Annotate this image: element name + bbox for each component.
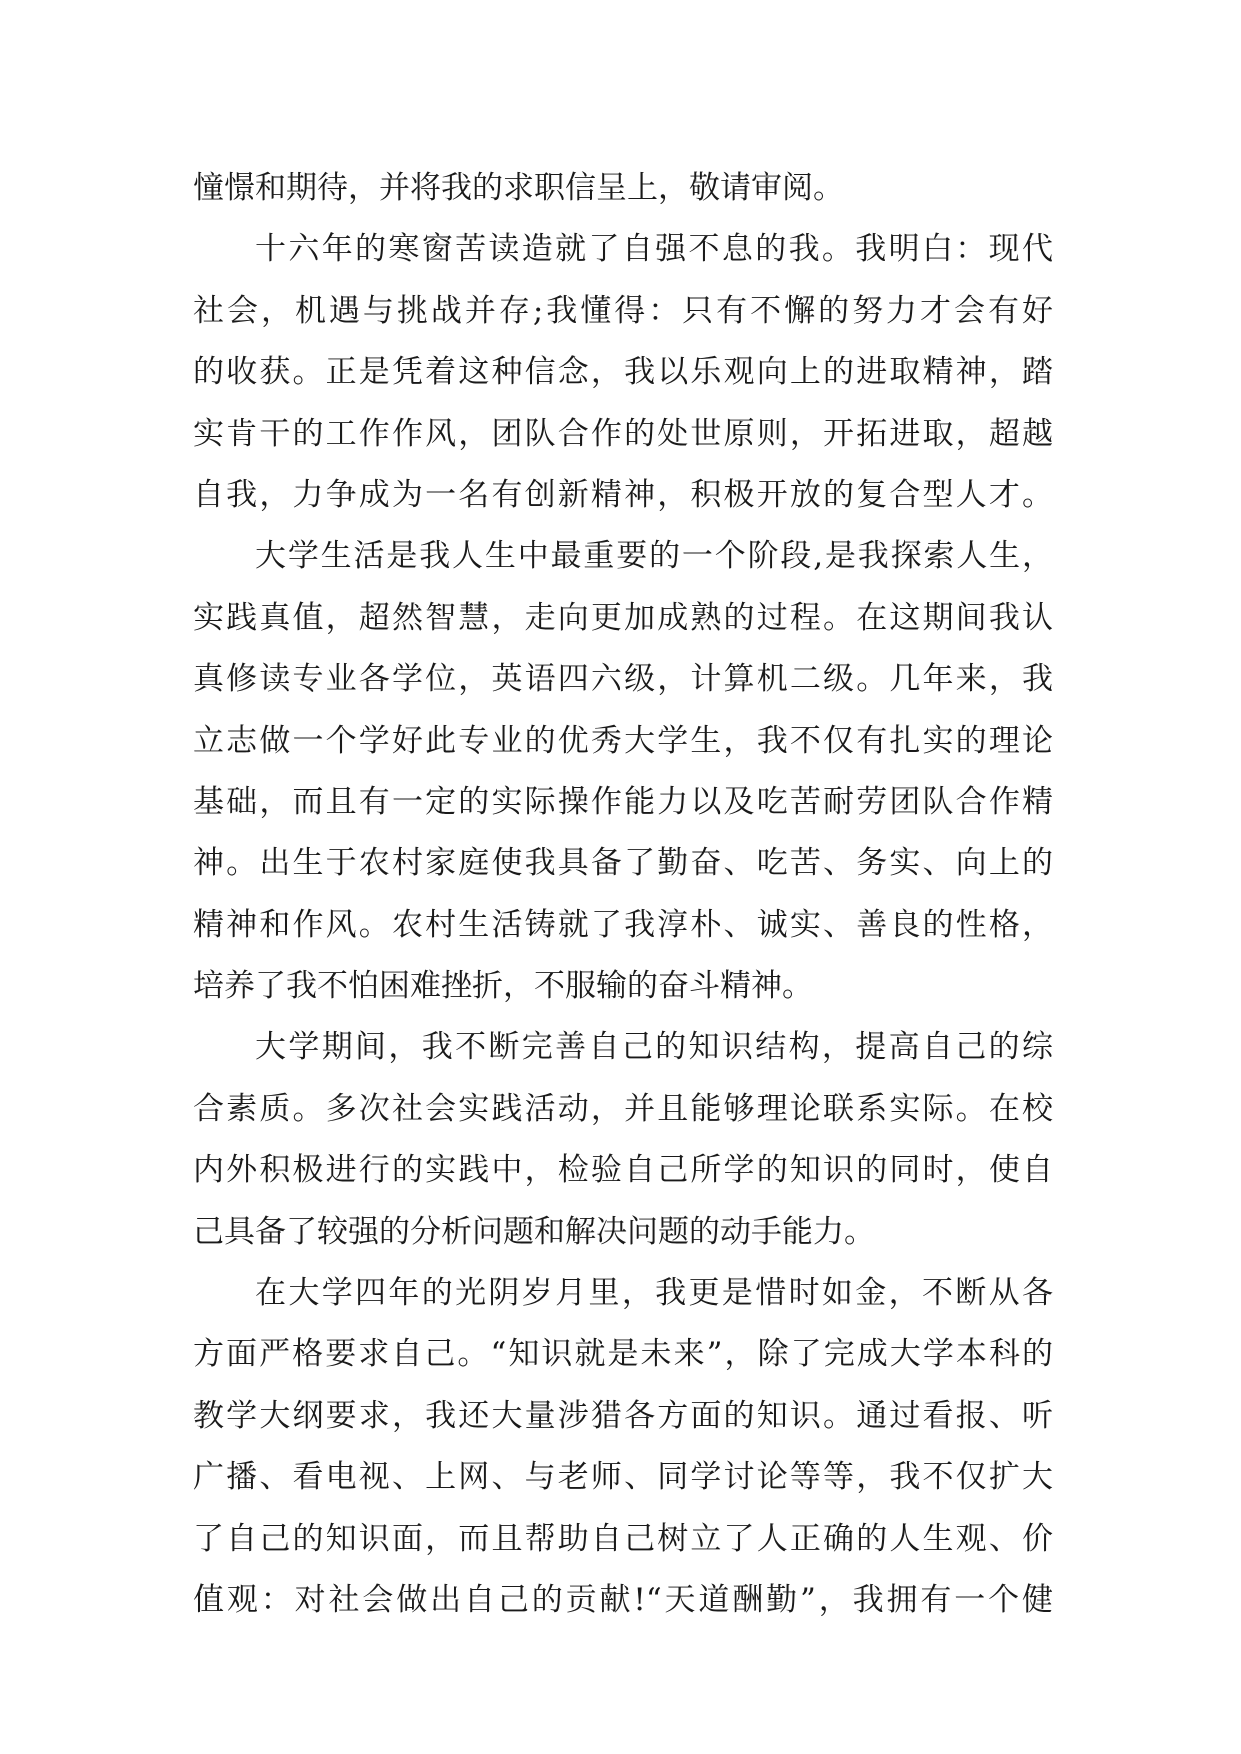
text-line: 立志做一个学好此专业的优秀大学生，我不仅有扎实的理论 [193, 722, 1053, 759]
text-line: 实践真值，超然智慧，走向更加成熟的过程。在这期间我认 [193, 599, 1053, 636]
text-line: 在大学四年的光阴岁月里，我更是惜时如金，不断从各 [255, 1275, 1053, 1312]
text-line: 大学期间，我不断完善自己的知识结构，提高自己的综 [255, 1029, 1053, 1066]
text-line: 基础，而且有一定的实际操作能力以及吃苦耐劳团队合作精 [193, 783, 1053, 820]
text-line: 神。出生于农村家庭使我具备了勤奋、吃苦、务实、向上的 [193, 845, 1053, 882]
text-line: 憧憬和期待，并将我的求职信呈上，敬请审阅。 [193, 170, 844, 206]
text-line: 广播、看电视、上网、与老师、同学讨论等等，我不仅扩大 [193, 1459, 1053, 1496]
text-line: 培养了我不怕困难挫折，不服输的奋斗精神。 [193, 968, 813, 1005]
text-line: 大学生活是我人生中最重要的一个阶段,是我探索人生， [255, 538, 1053, 575]
text-line: 精神和作风。农村生活铸就了我淳朴、诚实、善良的性格， [193, 906, 1053, 943]
text-line: 自我，力争成为一名有创新精神，积极开放的复合型人才。 [193, 476, 1053, 513]
text-line: 己具备了较强的分析问题和解决问题的动手能力。 [193, 1213, 875, 1250]
text-line: 十六年的寒窗苦读造就了自强不息的我。我明白：现代 [255, 231, 1053, 268]
text-line: 值观：对社会做出自己的贡献!“天道酬勤”，我拥有一个健 [193, 1581, 1053, 1618]
text-line: 真修读专业各学位，英语四六级，计算机二级。几年来，我 [193, 661, 1053, 698]
text-line: 实肯干的工作作风，团队合作的处世原则，开拓进取，超越 [193, 415, 1053, 452]
text-line: 教学大纲要求，我还大量涉猎各方面的知识。通过看报、听 [193, 1397, 1053, 1434]
text-line: 合素质。多次社会实践活动，并且能够理论联系实际。在校 [193, 1090, 1053, 1127]
text-line: 社会，机遇与挑战并存;我懂得：只有不懈的努力才会有好 [193, 292, 1053, 329]
text-line: 的收获。正是凭着这种信念，我以乐观向上的进取精神，踏 [193, 354, 1053, 391]
text-line: 方面严格要求自己。“知识就是未来”，除了完成大学本科的 [193, 1336, 1053, 1373]
text-line: 内外积极进行的实践中，检验自己所学的知识的同时，使自 [193, 1152, 1053, 1189]
text-line: 了自己的知识面，而且帮助自己树立了人正确的人生观、价 [193, 1520, 1053, 1557]
body-text [193, 158, 1053, 1631]
